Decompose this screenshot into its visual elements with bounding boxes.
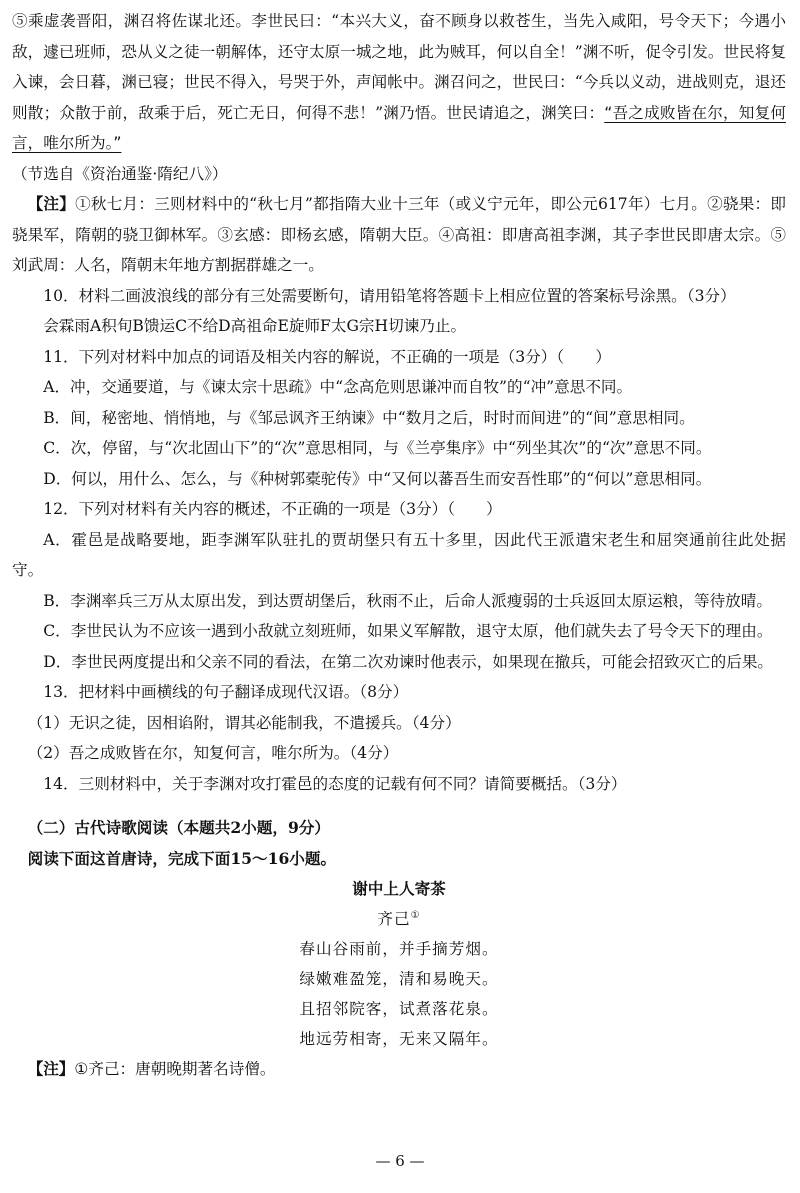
question-10-stem: 10．材料二画波浪线的部分有三处需要断句，请用铅笔将答题卡上相应位置的答案标号涂黑。（3分） xyxy=(43,286,736,305)
question-12-option-c: C．李世民认为不应该一遇到小敌就立刻班师，如果义军解散，退守太原，他们就失去了号令天下的理由。 xyxy=(43,622,773,640)
poem-note-text: ①齐己：唐朝晚期著名诗僧。 xyxy=(74,1060,276,1078)
material-source: （节选自《资治通鉴·隋纪八》） xyxy=(12,164,228,183)
question-14-stem: 14．三则材料中，关于李渊对攻打霍邑的态度的记载有何不同？请简要概括。（3分） xyxy=(43,774,627,793)
note-label: 【注】 xyxy=(27,194,76,213)
poem-line-1: 春山谷雨前，并手摘芳烟。 xyxy=(299,940,499,958)
poem-author-footnote-mark: ① xyxy=(410,909,421,921)
question-11-option-d: D．何以，用什么、怎么，与《种树郭橐驼传》中“又何以蕃吾生而安吾性耶”的“何以”意思相同。 xyxy=(43,469,712,488)
poem-line-4: 地远劳相寄，无来又隔年。 xyxy=(299,1030,499,1048)
section-gap xyxy=(12,799,786,813)
question-11-option-c: C．次，停留，与“次北固山下”的“次”意思相同，与《兰亭集序》中“列坐其次”的“次”意思不同。 xyxy=(43,439,712,457)
question-13-sentence-1: （1）无识之徒，因相谄附，谓其必能制我，不遣援兵。（4分） xyxy=(27,713,461,732)
question-10-options: 会霖雨A积旬B馈运C不给D高祖命E旋师F太G宗H切谏乃止。 xyxy=(43,317,467,335)
poem-line-3: 且招邻院客，试煮落花泉。 xyxy=(299,1000,499,1018)
question-12-option-d: D．李世民两度提出和父亲不同的看法，在第二次劝谏时他表示，如果现在撤兵，可能会招致灭亡的后果。 xyxy=(43,652,774,671)
question-11-option-a: A．冲，交通要道，与《谏太宗十思疏》中“念高危则思谦冲而自牧”的“冲”意思不同。 xyxy=(43,378,633,396)
poem-note-label: 【注】 xyxy=(27,1059,75,1078)
underlined-sentence: “吾之成败皆在尔，知复何言，唯尔所为。” xyxy=(12,103,786,152)
section-2-instruction: 阅读下面这首唐诗，完成下面15～16小题。 xyxy=(27,848,337,868)
material-text: ⑤乘虚袭晋阳，渊召将佐谋北还。李世民曰：“本兴大义，奋不顾身以救苍生，当先入咸阳，号令天下；今遇小敌，遽已班师，恐从义之徒一朝解体，还守太原一城之地，此为贼耳，何以自全！”渊不听，促令引发。世民将复入谏，会日暮，渊已寝；世民不得入，号哭于外，声闻帐中。渊召问之，世民曰：“今兵以义动，进战则克，退还则散；众散于前，敌乘于后，死亡无日，何得不悲！”渊乃悟。世民请追之，渊笑曰： xyxy=(12,12,786,122)
material-paragraph xyxy=(12,6,786,159)
question-12-stem: 12．下列对材料有关内容的概述，不正确的一项是（3分）（ ） xyxy=(43,500,502,518)
question-12-option-a: A．霍邑是战略要地，距李渊军队驻扎的贾胡堡只有五十多里，因此代王派遣宋老生和屈突通前往此处据守。 xyxy=(12,530,786,579)
poem-author-name: 齐己 xyxy=(377,910,411,928)
question-12-option-b: B．李渊率兵三万从太原出发，到达贾胡堡后，秋雨不止，后命人派瘦弱的士兵返回太原运粮，等待放晴。 xyxy=(43,591,772,610)
material-note xyxy=(12,189,786,281)
question-13-stem: 13．把材料中画横线的句子翻译成现代汉语。（8分） xyxy=(43,683,409,701)
poem-line-2: 绿嫩难盈笼，清和易晚天。 xyxy=(299,970,499,988)
question-11-option-b: B．间，秘密地、悄悄地，与《邹忌讽齐王纳谏》中“数月之后，时时而间进”的“间”意思相同。 xyxy=(43,408,695,427)
question-11-stem: 11．下列对材料中加点的词语及相关内容的解说，不正确的一项是（3分）（ ） xyxy=(43,347,611,366)
poem-title: 谢中上人寄茶 xyxy=(352,880,446,898)
question-13-sentence-2: （2）吾之成败皆在尔，知复何言，唯尔所为。（4分） xyxy=(27,744,399,762)
section-2-title: （二）古代诗歌阅读（本题共2小题，9分） xyxy=(27,818,330,837)
poem-author xyxy=(12,904,786,934)
note-text: ①秋七月：三则材料中的“秋七月”都指隋大业十三年（或义宁元年，即公元617年）七月。②骁果：即骁果军，隋朝的骁卫御林军。③玄感：即杨玄感，隋朝大臣。④高祖：即唐高祖李渊，其子李世民即唐太宗。⑤刘武周：人名，隋朝末年地方割据群雄之一。 xyxy=(12,195,786,274)
page-number: — 6 — xyxy=(375,1152,425,1170)
poem-note xyxy=(12,1054,786,1085)
